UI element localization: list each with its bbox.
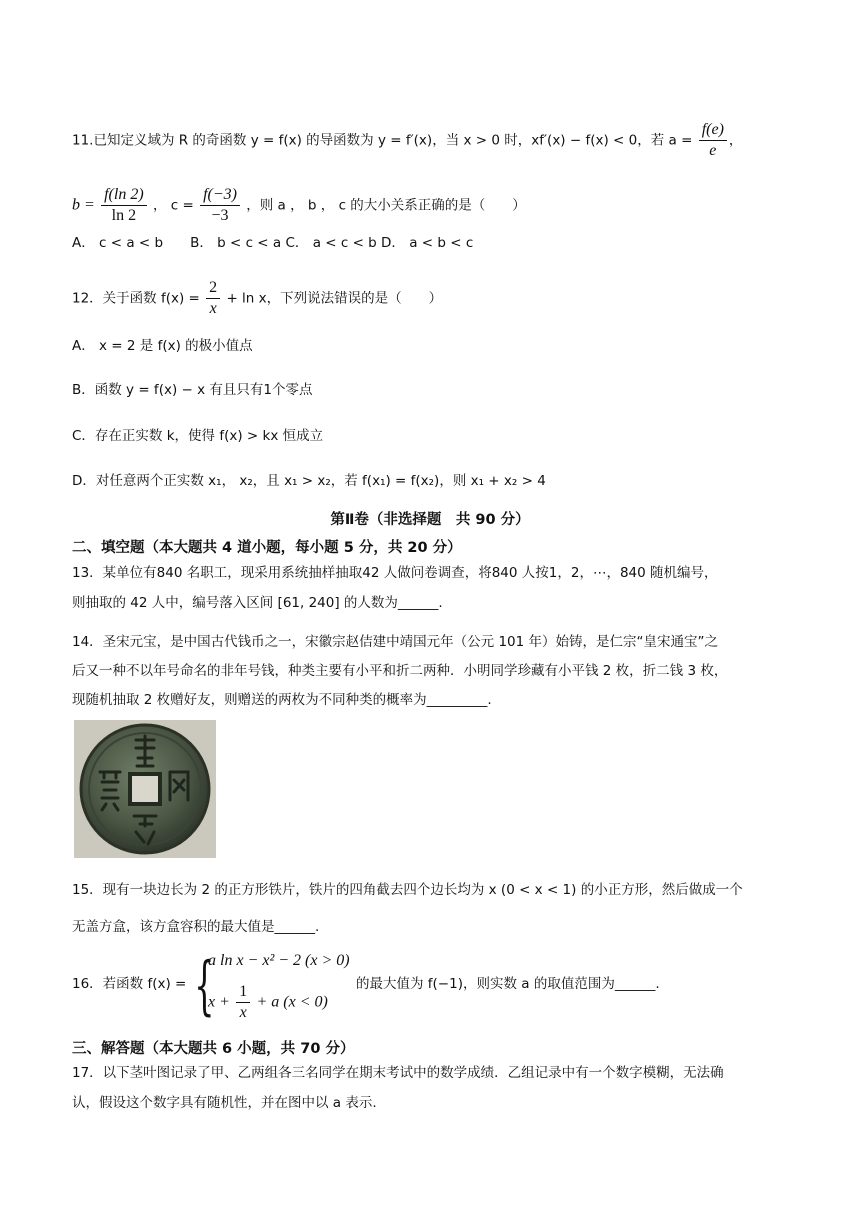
q12-option-c: C．存在正实数 k，使得 f(x) > kx 恒成立	[72, 428, 324, 444]
left-brace-icon: {	[194, 949, 215, 1023]
part2-title: 第Ⅱ卷（非选择题 共 90 分）	[330, 512, 530, 528]
q16-pre: 16．若函数 f(x) =	[72, 976, 187, 992]
q12-stem-post: + ln x，下列说法错误的是（ ）	[226, 290, 443, 307]
section2-heading: 二、填空题（本大题共 4 道小题，每小题 5 分，共 20 分）	[72, 540, 462, 556]
q12-stem-pre: 12．关于函数 f(x) =	[72, 290, 200, 307]
q11-b-denominator: ln 2	[111, 207, 137, 224]
ancient-coin-photo	[74, 720, 216, 858]
q16-case1: a ln x − x² − 2 (x > 0)	[208, 952, 350, 969]
q12-fraction	[206, 278, 220, 319]
q12-denominator: x	[209, 300, 217, 317]
q11-line2	[72, 185, 526, 226]
q11-c-fraction	[200, 185, 240, 226]
q12-numerator: 2	[206, 278, 220, 299]
q17-line2: 认，假设这个数字具有随机性，并在图中以 a 表示.	[72, 1095, 377, 1111]
q12-stem	[72, 278, 442, 319]
q15-line2: 无盖方盒，该方盒容积的最大值是______.	[72, 919, 320, 935]
q11-tail: ，	[728, 132, 743, 149]
q13-line2: 则抽取的 42 人中，编号落入区间 [61, 240] 的人数为______.	[72, 595, 443, 611]
q11-question: ，则 a ， b ， c 的大小关系正确的是（ ）	[246, 197, 526, 214]
q11-b-fraction	[101, 185, 147, 226]
q16-post: 的最大值为 f(−1)，则实数 a 的取值范围为______.	[356, 976, 660, 992]
q16-case2-fraction	[236, 982, 250, 1023]
q11-c-numerator: f(−3)	[200, 185, 240, 206]
q11-a-denominator: e	[709, 142, 717, 159]
q11-c-lhs: ， c =	[152, 197, 194, 214]
q16-case2-denominator: x	[239, 1004, 247, 1021]
q11-b-numerator: f(ln 2)	[101, 185, 147, 206]
q12-option-d: D．对任意两个正实数 x₁， x₂，且 x₁ > x₂，若 f(x₁) = f(x₂)，则 x₁ + x₂ > 4	[72, 473, 546, 489]
q12-option-b: B．函数 y = f(x) − x 有且只有1个零点	[72, 382, 313, 398]
q15-line1: 15．现有一块边长为 2 的正方形铁片，铁片的四角截去四个边长均为 x (0 < x < 1) 的小正方形，然后做成一个	[72, 882, 743, 898]
q11-b-lhs: b =	[72, 196, 95, 214]
coin-svg	[74, 720, 216, 858]
q13-line1: 13．某单位有840 名职工，现采用系统抽样抽取42 人做问卷调查，将840 人按1，2，⋯，840 随机编号，	[72, 565, 718, 581]
q11-stem: 11.已知定义域为 R 的奇函数 y = f(x) 的导函数为 y = f′(x)，当 x > 0 时，xf′(x) − f(x) < 0，若 a =	[72, 132, 693, 149]
q12-option-a: A． x = 2 是 f(x) 的极小值点	[72, 338, 253, 354]
q16-case2-post: + a (x < 0)	[256, 993, 328, 1011]
q14-line2: 后又一种不以年号命名的非年号钱，种类主要有小平和折二两种．小明同学珍藏有小平钱 2 枚，折二钱 3 枚，	[72, 663, 728, 679]
q14-line3: 现随机抽取 2 枚赠好友，则赠送的两枚为不同种类的概率为_________.	[72, 692, 492, 708]
q16-case2	[208, 982, 328, 1023]
q16-case2-pre: x +	[208, 993, 230, 1011]
q11-options: A． c < a < b B． b < c < a C． a < c < b D． a < b < c	[72, 235, 474, 251]
q11-a-fraction	[699, 120, 727, 161]
q16-case2-numerator: 1	[236, 982, 250, 1003]
q17-line1: 17．以下茎叶图记录了甲、乙两组各三名同学在期末考试中的数学成绩．乙组记录中有一个数字模糊，无法确	[72, 1065, 724, 1081]
section3-heading: 三、解答题（本大题共 6 小题，共 70 分）	[72, 1041, 355, 1057]
q11-a-numerator: f(e)	[699, 120, 727, 141]
q11-c-denominator: −3	[211, 207, 229, 224]
q11-line1	[72, 120, 742, 161]
q14-line1: 14．圣宋元宝，是中国古代钱币之一，宋徽宗赵佶建中靖国元年（公元 101 年）始铸，是仁宗“皇宋通宝”之	[72, 634, 719, 650]
